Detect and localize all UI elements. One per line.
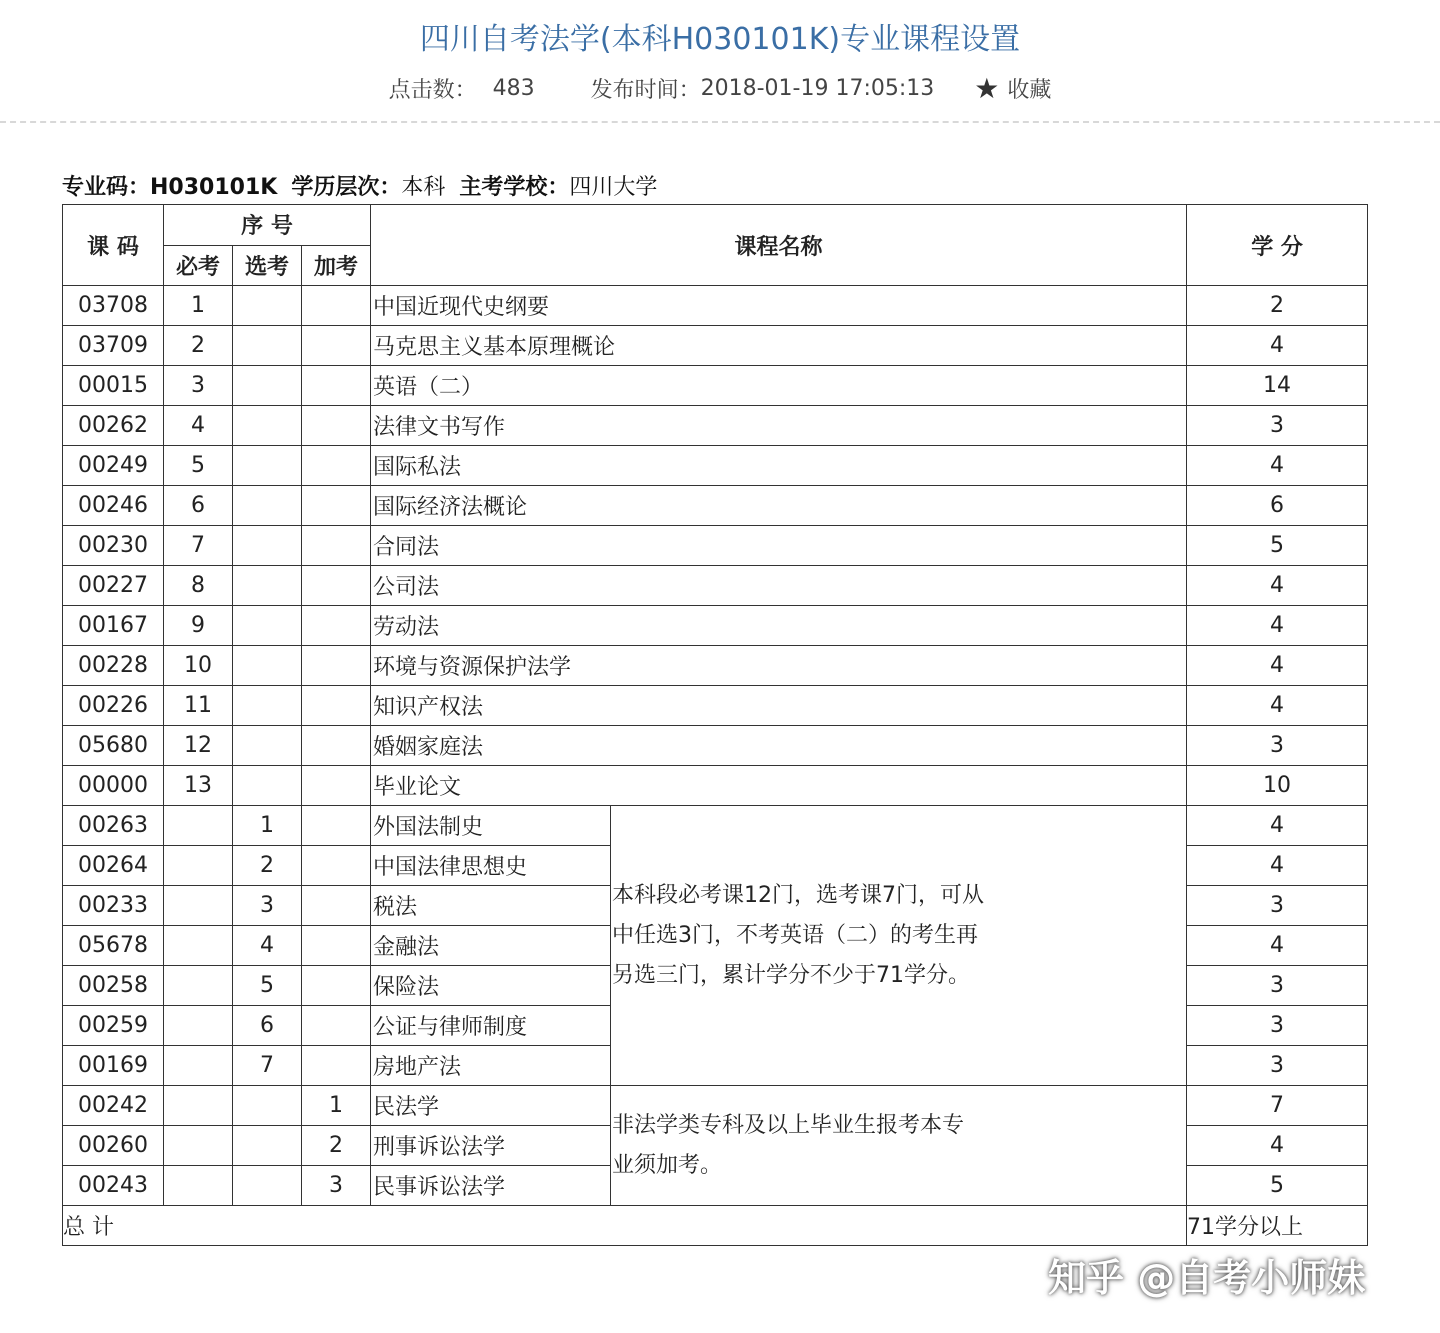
course-name: 知识产权法 — [371, 686, 1187, 726]
favorite-label[interactable]: 收藏 — [1007, 78, 1052, 103]
table-row — [63, 566, 1368, 606]
course-name: 国际私法 — [371, 446, 1187, 486]
seq-required — [164, 1006, 233, 1046]
table-row — [63, 446, 1368, 486]
seq-extra — [302, 646, 371, 686]
course-credit: 4 — [1187, 326, 1368, 366]
level-value: 本科 — [401, 175, 446, 200]
course-credit: 5 — [1187, 526, 1368, 566]
header-seq: 序 号 — [164, 205, 371, 246]
course-credit: 5 — [1187, 1166, 1368, 1206]
elective-note — [611, 806, 1187, 1086]
course-credit: 2 — [1187, 286, 1368, 326]
header-elective: 选考 — [233, 245, 302, 286]
course-name: 劳动法 — [371, 606, 1187, 646]
elective-note-line: 另选三门，累计学分不少于71学分。 — [612, 962, 971, 988]
seq-elective — [233, 766, 302, 806]
course-name: 公证与律师制度 — [371, 1006, 611, 1046]
major-info — [62, 170, 657, 201]
seq-required — [164, 1126, 233, 1166]
seq-extra — [302, 526, 371, 566]
total-label: 总 计 — [63, 1206, 1187, 1246]
seq-elective — [233, 366, 302, 406]
seq-extra — [302, 1046, 371, 1086]
course-code: 00243 — [63, 1166, 164, 1206]
elective-note-line: 本科段必考课12门，选考课7门，可从 — [612, 882, 985, 908]
course-code: 00246 — [63, 486, 164, 526]
seq-elective — [233, 1086, 302, 1126]
watermark: 知乎 @自考小师妹 — [1048, 1256, 1366, 1300]
table-row — [63, 766, 1368, 806]
seq-required: 4 — [164, 406, 233, 446]
course-code: 00015 — [63, 366, 164, 406]
seq-required — [164, 806, 233, 846]
seq-elective: 4 — [233, 926, 302, 966]
seq-extra: 2 — [302, 1126, 371, 1166]
course-name: 法律文书写作 — [371, 406, 1187, 446]
total-credit: 71学分以上 — [1187, 1206, 1368, 1246]
seq-required: 12 — [164, 726, 233, 766]
seq-extra — [302, 686, 371, 726]
seq-elective — [233, 326, 302, 366]
seq-required: 1 — [164, 286, 233, 326]
course-code: 00242 — [63, 1086, 164, 1126]
table-row — [63, 366, 1368, 406]
course-credit: 4 — [1187, 606, 1368, 646]
header-credit: 学 分 — [1187, 205, 1368, 286]
school-label: 主考学校： — [459, 175, 570, 200]
table-row — [63, 1086, 1368, 1126]
course-name: 中国近现代史纲要 — [371, 286, 1187, 326]
course-code: 00249 — [63, 446, 164, 486]
seq-extra — [302, 886, 371, 926]
course-credit: 4 — [1187, 646, 1368, 686]
level-label: 学历层次： — [291, 175, 402, 200]
seq-elective — [233, 406, 302, 446]
seq-required — [164, 926, 233, 966]
seq-extra — [302, 726, 371, 766]
course-code: 00000 — [63, 766, 164, 806]
table-row — [63, 606, 1368, 646]
course-credit: 3 — [1187, 726, 1368, 766]
course-code: 00259 — [63, 1006, 164, 1046]
clicks-value: 483 — [492, 76, 535, 101]
course-name: 外国法制史 — [371, 806, 611, 846]
seq-elective: 3 — [233, 886, 302, 926]
seq-extra — [302, 966, 371, 1006]
course-code: 00233 — [63, 886, 164, 926]
course-credit: 3 — [1187, 1006, 1368, 1046]
table-row — [63, 406, 1368, 446]
school-value: 四川大学 — [569, 175, 658, 200]
course-credit: 3 — [1187, 886, 1368, 926]
seq-elective: 2 — [233, 846, 302, 886]
course-credit: 3 — [1187, 406, 1368, 446]
seq-extra — [302, 566, 371, 606]
publish-time: 2018-01-19 17:05:13 — [700, 76, 935, 101]
seq-elective: 7 — [233, 1046, 302, 1086]
seq-required: 13 — [164, 766, 233, 806]
course-credit: 4 — [1187, 846, 1368, 886]
seq-required — [164, 846, 233, 886]
course-credit: 7 — [1187, 1086, 1368, 1126]
course-code: 00262 — [63, 406, 164, 446]
seq-required — [164, 966, 233, 1006]
course-credit: 4 — [1187, 926, 1368, 966]
seq-required: 6 — [164, 486, 233, 526]
seq-required: 8 — [164, 566, 233, 606]
seq-extra — [302, 1006, 371, 1046]
table-row — [63, 806, 1368, 846]
course-code: 00167 — [63, 606, 164, 646]
course-name: 婚姻家庭法 — [371, 726, 1187, 766]
star-icon[interactable]: ★ — [974, 72, 1000, 105]
header-code: 课 码 — [63, 205, 164, 286]
code-value: H030101K — [150, 175, 278, 200]
course-code: 00169 — [63, 1046, 164, 1086]
seq-required — [164, 1086, 233, 1126]
course-credit: 4 — [1187, 566, 1368, 606]
seq-extra — [302, 286, 371, 326]
seq-required: 11 — [164, 686, 233, 726]
course-name: 国际经济法概论 — [371, 486, 1187, 526]
header-extra: 加考 — [302, 245, 371, 286]
extra-note — [611, 1086, 1187, 1206]
table-row — [63, 286, 1368, 326]
course-code: 05678 — [63, 926, 164, 966]
seq-extra — [302, 446, 371, 486]
code-label: 专业码： — [62, 175, 151, 200]
course-code: 05680 — [63, 726, 164, 766]
seq-elective — [233, 446, 302, 486]
course-credit: 14 — [1187, 366, 1368, 406]
seq-required: 9 — [164, 606, 233, 646]
seq-extra — [302, 606, 371, 646]
article-meta — [0, 72, 1440, 105]
course-code: 00226 — [63, 686, 164, 726]
seq-extra — [302, 326, 371, 366]
course-credit: 3 — [1187, 966, 1368, 1006]
seq-extra — [302, 366, 371, 406]
seq-elective: 6 — [233, 1006, 302, 1046]
seq-elective — [233, 606, 302, 646]
course-code: 00258 — [63, 966, 164, 1006]
course-name: 民法学 — [371, 1086, 611, 1126]
table-row — [63, 526, 1368, 566]
page-title: 四川自考法学(本科H030101K)专业课程设置 — [419, 22, 1021, 57]
seq-extra — [302, 486, 371, 526]
seq-required — [164, 886, 233, 926]
seq-required — [164, 1046, 233, 1086]
seq-required — [164, 1166, 233, 1206]
extra-note-line: 业须加考。 — [612, 1152, 723, 1178]
table-row — [63, 726, 1368, 766]
seq-elective — [233, 1166, 302, 1206]
elective-note-line: 中任选3门，不考英语（二）的考生再 — [612, 922, 979, 948]
seq-elective: 5 — [233, 966, 302, 1006]
course-name: 英语（二） — [371, 366, 1187, 406]
header-required: 必考 — [164, 245, 233, 286]
seq-extra — [302, 846, 371, 886]
seq-extra — [302, 406, 371, 446]
header-name: 课程名称 — [371, 205, 1187, 286]
course-name: 合同法 — [371, 526, 1187, 566]
seq-elective — [233, 566, 302, 606]
course-credit: 3 — [1187, 1046, 1368, 1086]
course-name: 毕业论文 — [371, 766, 1187, 806]
seq-elective — [233, 286, 302, 326]
course-name: 民事诉讼法学 — [371, 1166, 611, 1206]
course-name: 中国法律思想史 — [371, 846, 611, 886]
course-code: 00230 — [63, 526, 164, 566]
seq-elective — [233, 726, 302, 766]
course-code: 03709 — [63, 326, 164, 366]
course-code: 00227 — [63, 566, 164, 606]
course-code: 03708 — [63, 286, 164, 326]
course-name: 房地产法 — [371, 1046, 611, 1086]
seq-extra — [302, 926, 371, 966]
divider — [0, 121, 1440, 123]
course-name: 保险法 — [371, 966, 611, 1006]
course-credit: 4 — [1187, 1126, 1368, 1166]
course-name: 公司法 — [371, 566, 1187, 606]
seq-elective — [233, 486, 302, 526]
seq-elective — [233, 686, 302, 726]
seq-elective — [233, 646, 302, 686]
course-name: 环境与资源保护法学 — [371, 646, 1187, 686]
seq-extra — [302, 766, 371, 806]
course-credit: 10 — [1187, 766, 1368, 806]
course-credit: 4 — [1187, 686, 1368, 726]
course-code: 00260 — [63, 1126, 164, 1166]
seq-elective — [233, 1126, 302, 1166]
course-name: 金融法 — [371, 926, 611, 966]
course-credit: 4 — [1187, 446, 1368, 486]
course-credit: 4 — [1187, 806, 1368, 846]
table-row — [63, 326, 1368, 366]
course-name: 刑事诉讼法学 — [371, 1126, 611, 1166]
seq-extra — [302, 806, 371, 846]
seq-required: 3 — [164, 366, 233, 406]
seq-extra: 1 — [302, 1086, 371, 1126]
total-row — [63, 1206, 1368, 1246]
seq-required: 10 — [164, 646, 233, 686]
seq-extra: 3 — [302, 1166, 371, 1206]
seq-required: 2 — [164, 326, 233, 366]
publish-label: 发布时间： — [590, 78, 701, 103]
course-code: 00228 — [63, 646, 164, 686]
seq-required: 5 — [164, 446, 233, 486]
course-code: 00264 — [63, 846, 164, 886]
table-row — [63, 686, 1368, 726]
extra-note-line: 非法学类专科及以上毕业生报考本专 — [612, 1112, 965, 1138]
seq-elective — [233, 526, 302, 566]
course-name: 税法 — [371, 886, 611, 926]
course-table — [62, 204, 1368, 1246]
seq-required: 7 — [164, 526, 233, 566]
course-code: 00263 — [63, 806, 164, 846]
table-row — [63, 646, 1368, 686]
course-credit: 6 — [1187, 486, 1368, 526]
table-row — [63, 486, 1368, 526]
clicks-label: 点击数： — [388, 78, 477, 103]
seq-elective: 1 — [233, 806, 302, 846]
course-name: 马克思主义基本原理概论 — [371, 326, 1187, 366]
